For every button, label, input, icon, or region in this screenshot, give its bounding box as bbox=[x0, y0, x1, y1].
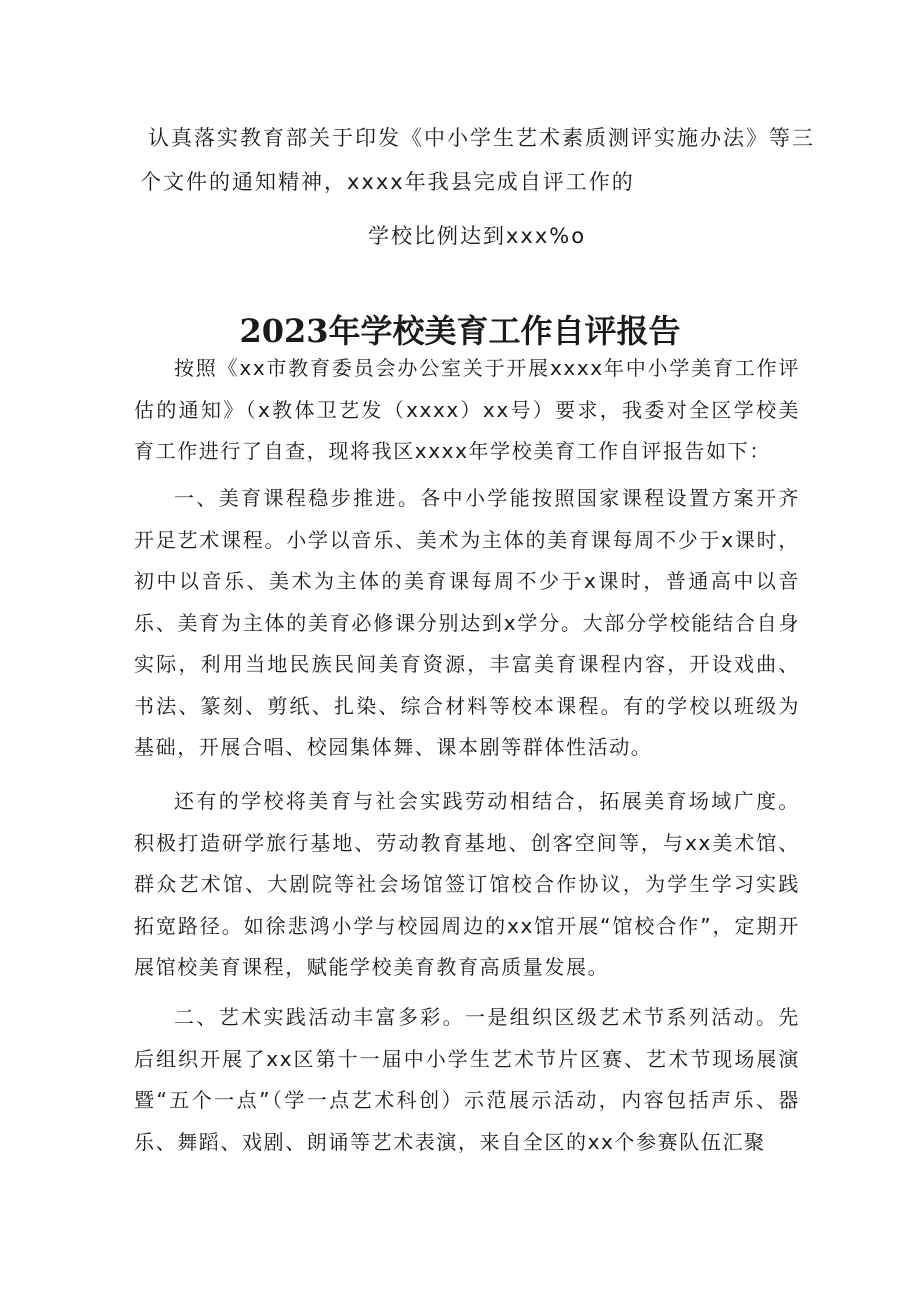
intro-line-2: 个文件的通知精神，xxxx年我县完成自评工作的 bbox=[140, 170, 635, 194]
intro-line-1: 认真落实教育部关于印发《中小学生艺术素质测评实施办法》等三 bbox=[148, 126, 815, 150]
intro-line-3: 学校比例达到xxx%o bbox=[368, 224, 587, 248]
paragraph-section-1: 一、美育课程稳步推进。各中小学能按照国家课程设置方案开齐开足艺术课程。小学以音乐、美术为主体的美育课每周不少于x课时，初中以音乐、美术为主体的美育课每周不少于x课时，普通高中以音乐、美育为主体的美育必修课分别达到x学分。大部分学校能结合自身实际，利用当地民族民间美育资源，丰富美育课程内容，开设戏曲、书法、篆刻、剪纸、扎染、综合材料等校本课程。有的学校以班级为基础，开展合唱、校园集体舞、课本剧等群体性活动。 bbox=[134, 486, 800, 759]
document-title: 2023年学校美育工作自评报告 bbox=[239, 312, 681, 351]
paragraph-section-1-continued: 还有的学校将美育与社会实践劳动相结合，拓展美育场域广度。积极打造研学旅行基地、劳动教育基地、创客空间等，与xx美术馆、群众艺术馆、大剧院等社会场馆签订馆校合作协议，为学生学习实践拓宽路径。如徐悲鸿小学与校园周边的xx馆开展“馆校合作”，定期开展馆校美育课程，赋能学校美育教育高质量发展。 bbox=[134, 789, 800, 979]
paragraph-section-2: 二、艺术实践活动丰富多彩。一是组织区级艺术节系列活动。先后组织开展了xx区第十一届中小学生艺术节片区赛、艺术节现场展演暨“五个一点”（学一点艺术科创）示范展示活动，内容包括声乐、器乐、舞蹈、戏剧、朗诵等艺术表演，来自全区的xx个参赛队伍汇聚 bbox=[134, 1005, 800, 1154]
paragraph-intro: 按照《xx市教育委员会办公室关于开展xxxx年中小学美育工作评估的通知》（x教体卫艺发（xxxx）xx号）要求，我委对全区学校美育工作进行了自查，现将我区xxxx年学校美育工作自评报告如下： bbox=[134, 356, 800, 463]
